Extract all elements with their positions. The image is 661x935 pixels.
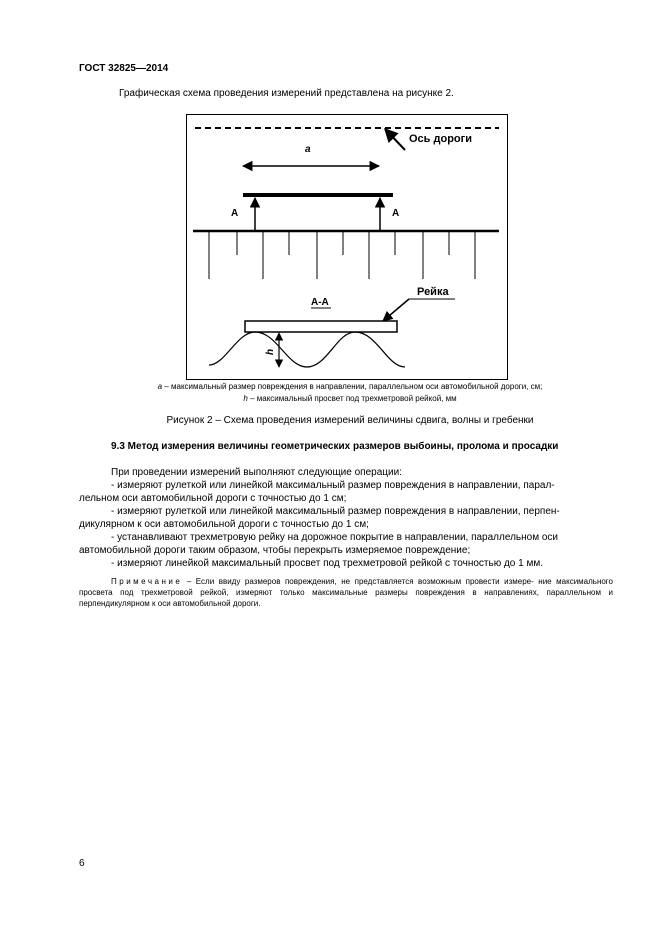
road-axis-leader xyxy=(385,129,405,150)
body-line: дикулярном к оси автомобильной дороги с точностью до 1 см; xyxy=(79,519,369,530)
figure-2 xyxy=(186,114,508,380)
rail-label: Рейка xyxy=(417,286,449,298)
rail-leader xyxy=(383,299,409,321)
body-line: лельном оси автомобильной дороги с точностью до 1 см; xyxy=(79,493,347,504)
section-heading: 9.3 Метод измерения величины геометрических размеров выбоины, пролома и просадки xyxy=(111,441,559,452)
legend-h-symbol: h xyxy=(243,394,248,403)
legend-h-text: – максимальный просвет под трехметровой рейкой, мм xyxy=(247,394,457,403)
section-label: А-А xyxy=(311,297,329,308)
pavement-ticks xyxy=(209,231,475,279)
body-line: - измеряют линейкой максимальный просвет под трехметровой рейкой с точностью до 1 мм. xyxy=(111,558,544,569)
wavy-surface xyxy=(209,332,405,367)
dimension-a-label: a xyxy=(305,144,311,155)
figure-caption: Рисунок 2 – Схема проведения измерений величины сдвига, волны и гребенки xyxy=(166,415,534,426)
legend-a-text: – максимальный размер повреждения в направлении, параллельном оси автомобильной дороги, см; xyxy=(162,382,543,391)
intro-paragraph: Графическая схема проведения измерений представлена на рисунке 2. xyxy=(119,88,454,99)
body-line: При проведении измерений выполняют следующие операции: xyxy=(111,467,402,478)
dimension-h-label: h xyxy=(265,348,276,355)
body-text xyxy=(79,466,613,570)
section-mark-right: А xyxy=(392,208,400,219)
figure-2-drawing xyxy=(187,115,507,379)
legend-a xyxy=(60,382,640,391)
body-line: - измеряют рулеткой или линейкой максимальный размер повреждения в направлении, парал- xyxy=(111,480,555,491)
page-number: 6 xyxy=(79,858,85,869)
legend-h xyxy=(60,394,640,403)
body-line: - измеряют рулеткой или линейкой максимальный размер повреждения в направлении, перпен- xyxy=(111,506,560,517)
body-line: - устанавливают трехметровую рейку на дорожное покрытие в направлении, параллельном оси xyxy=(111,532,559,543)
section-mark-left: А xyxy=(231,208,239,219)
rail-side-view xyxy=(245,321,397,332)
note-text: – Если ввиду размеров повреждения, не представляется возможным провести измере- ние максимального просвета под трехметровой рейкой, измеряют только максимальные размеры повреждения в направлениях, параллельном и перпендикулярном к оси автомобильной дороги. xyxy=(79,577,613,608)
note-label: Примечание xyxy=(111,577,183,586)
body-line: автомобильной дороги таким образом, чтобы перекрыть измеряемое повреждение; xyxy=(79,545,471,556)
document-header: ГОСТ 32825—2014 xyxy=(79,63,169,74)
road-axis-label: Ось дороги xyxy=(409,133,472,145)
legend-a-symbol: a xyxy=(157,382,163,391)
note-paragraph xyxy=(79,576,613,609)
